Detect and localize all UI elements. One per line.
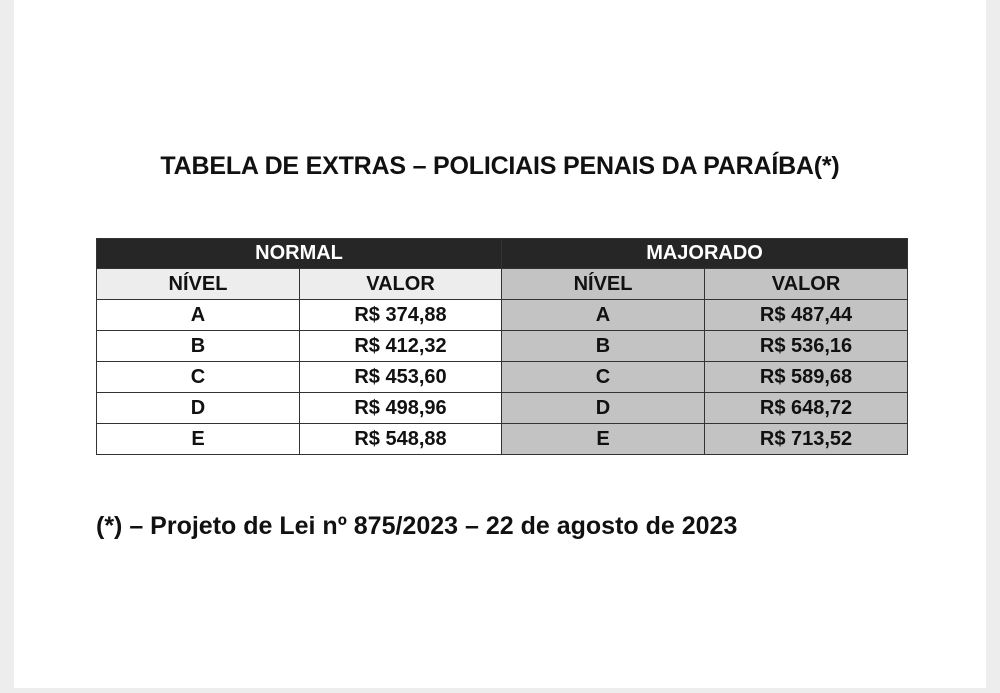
column-header-nivel-majorado: NÍVEL <box>502 269 705 300</box>
cell-nivel-normal: E <box>97 424 300 455</box>
table-row <box>97 424 908 455</box>
cell-nivel-normal: C <box>97 362 300 393</box>
cell-nivel-normal: A <box>97 300 300 331</box>
cell-valor-majorado: R$ 536,16 <box>705 331 908 362</box>
cell-nivel-normal: D <box>97 393 300 424</box>
table-row <box>97 362 908 393</box>
extras-table <box>96 238 908 455</box>
table-row <box>97 393 908 424</box>
cell-nivel-majorado: C <box>502 362 705 393</box>
cell-valor-majorado: R$ 713,52 <box>705 424 908 455</box>
column-header-valor-normal: VALOR <box>300 269 502 300</box>
group-majorado-header: MAJORADO <box>502 239 908 269</box>
column-header-row <box>97 269 908 300</box>
cell-nivel-majorado: A <box>502 300 705 331</box>
cell-valor-normal: R$ 548,88 <box>300 424 502 455</box>
cell-valor-majorado: R$ 589,68 <box>705 362 908 393</box>
group-header-row <box>97 239 908 269</box>
cell-nivel-majorado: E <box>502 424 705 455</box>
cell-nivel-normal: B <box>97 331 300 362</box>
footnote: (*) – Projeto de Lei nº 875/2023 – 22 de agosto de 2023 <box>96 512 738 540</box>
group-normal-header: NORMAL <box>97 239 502 269</box>
cell-valor-normal: R$ 374,88 <box>300 300 502 331</box>
cell-valor-majorado: R$ 487,44 <box>705 300 908 331</box>
cell-valor-majorado: R$ 648,72 <box>705 393 908 424</box>
cell-valor-normal: R$ 453,60 <box>300 362 502 393</box>
cell-valor-normal: R$ 412,32 <box>300 331 502 362</box>
cell-valor-normal: R$ 498,96 <box>300 393 502 424</box>
table-row <box>97 331 908 362</box>
table-row <box>97 300 908 331</box>
column-header-nivel-normal: NÍVEL <box>97 269 300 300</box>
cell-nivel-majorado: B <box>502 331 705 362</box>
column-header-valor-majorado: VALOR <box>705 269 908 300</box>
document-title: TABELA DE EXTRAS – POLICIAIS PENAIS DA PARAÍBA(*) <box>160 152 840 180</box>
cell-nivel-majorado: D <box>502 393 705 424</box>
